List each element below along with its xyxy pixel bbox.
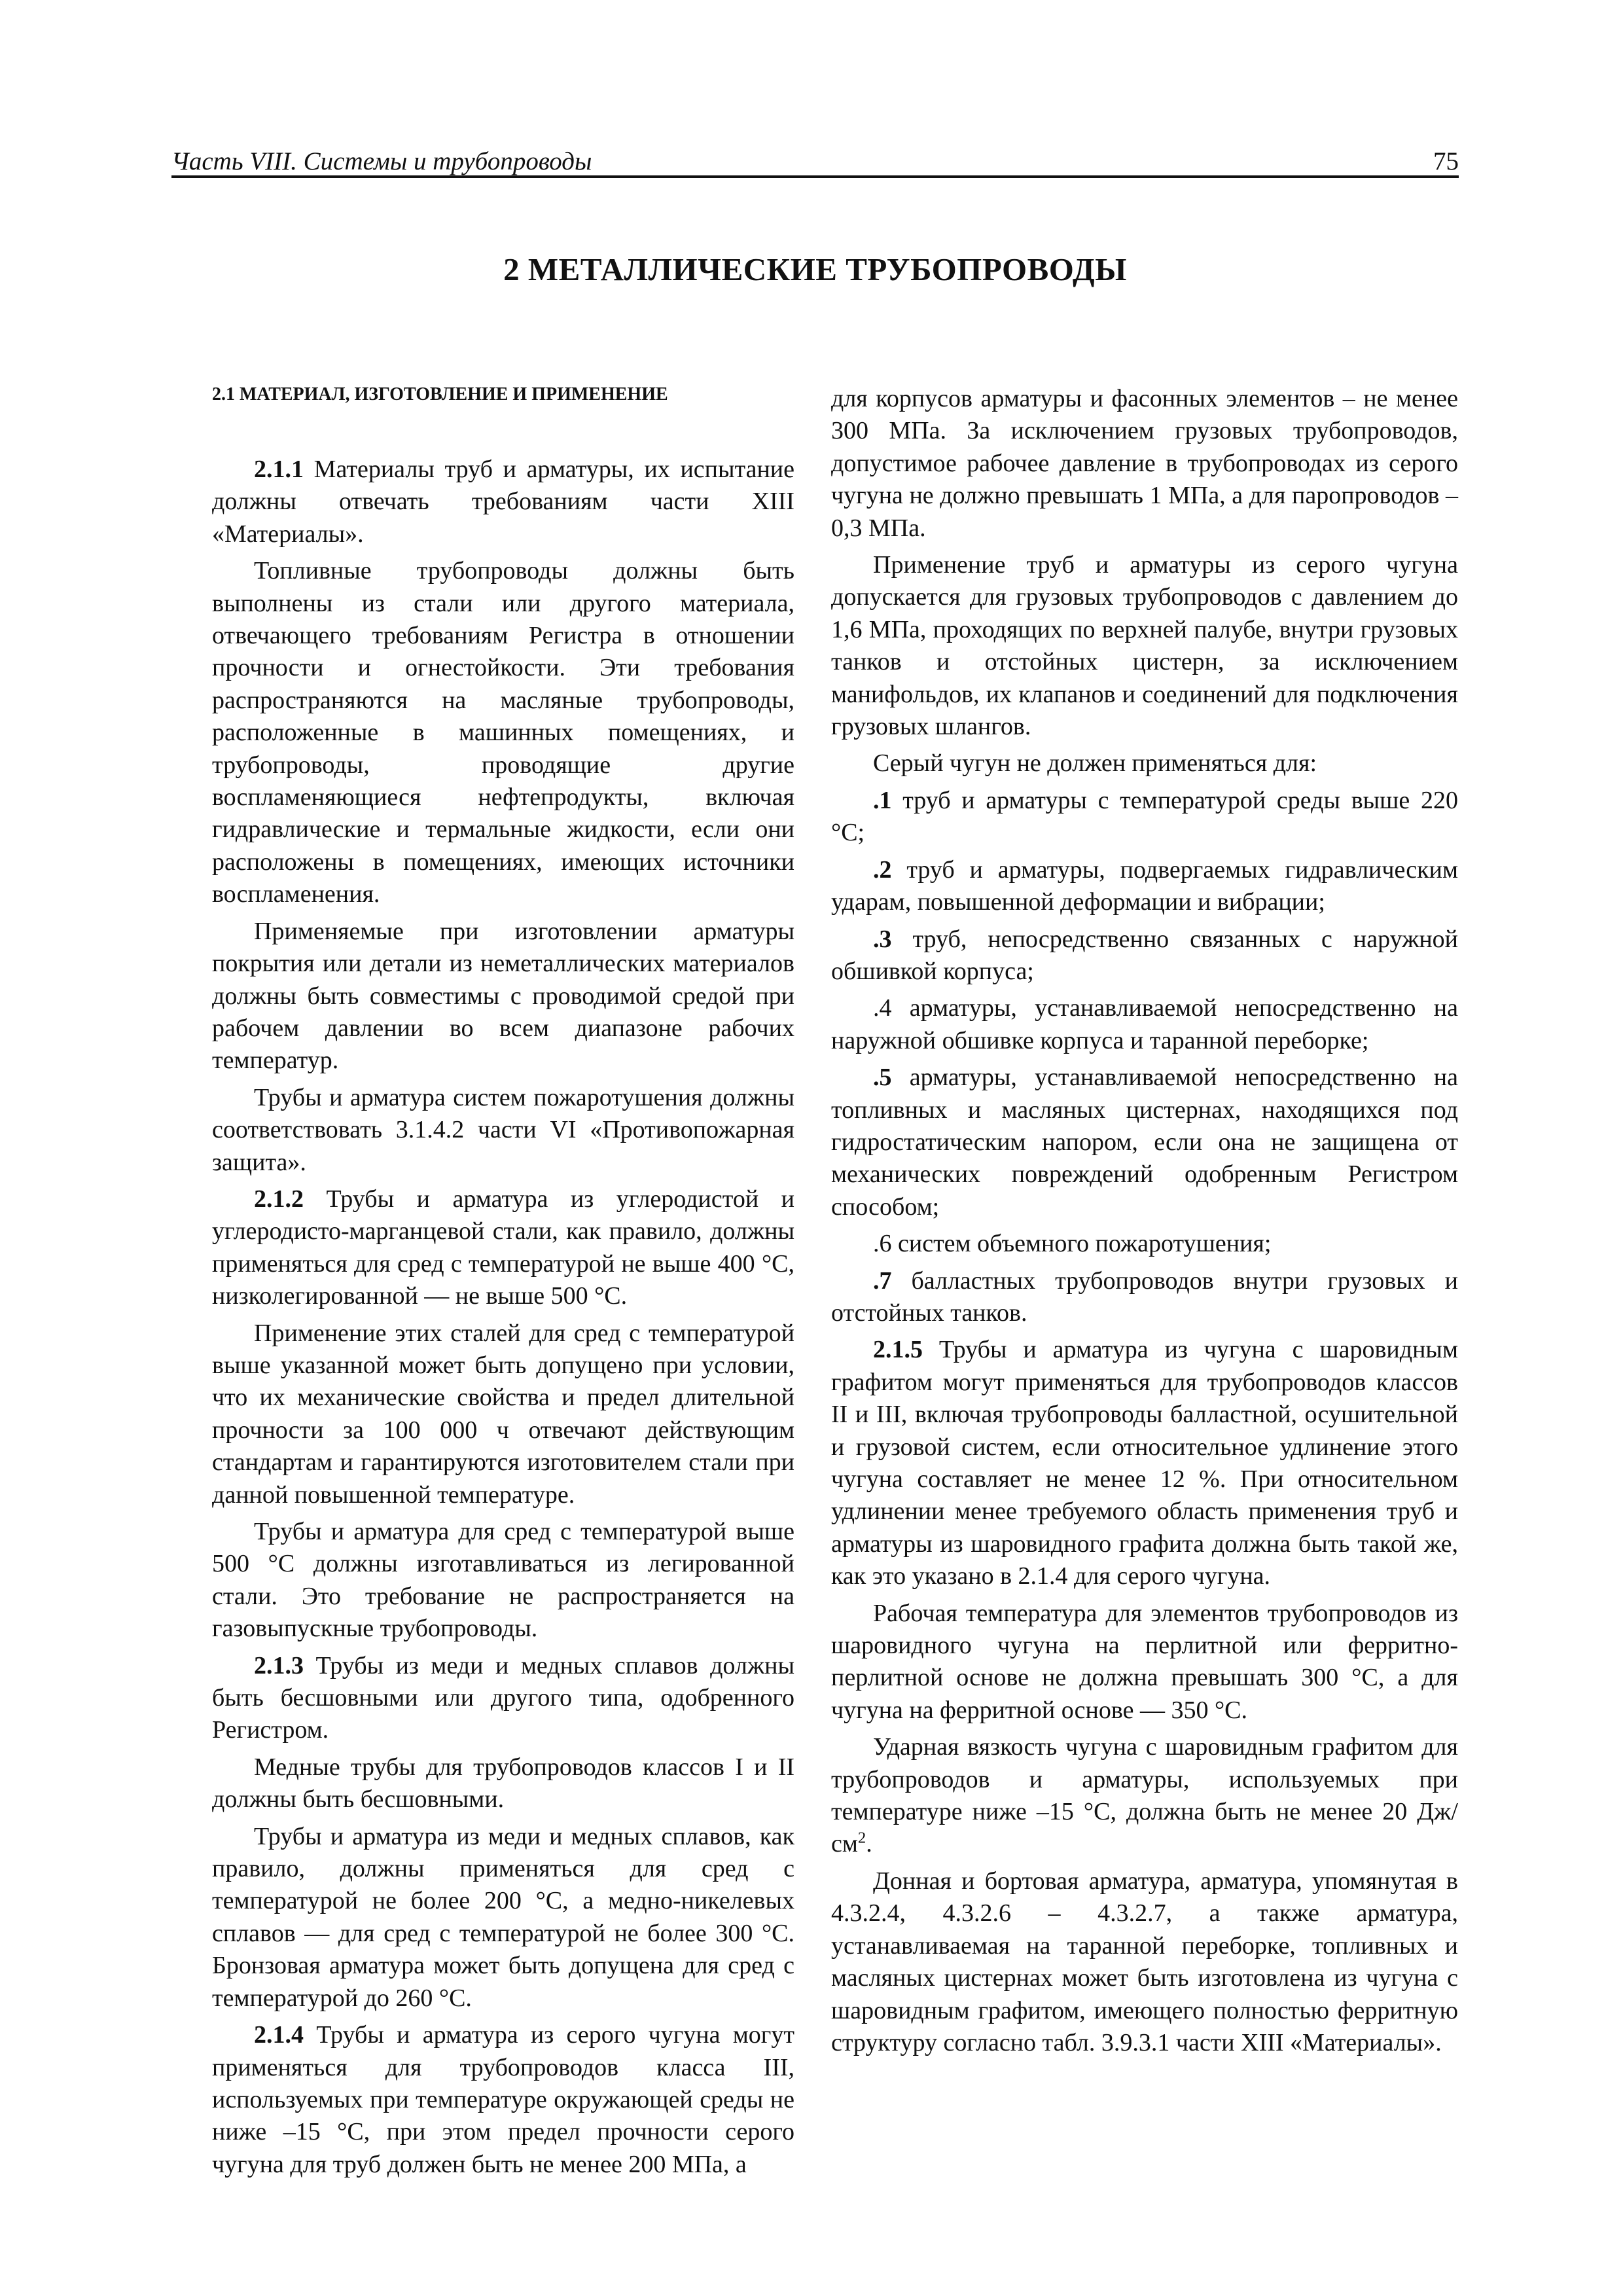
section-title: 2.1 МАТЕРИАЛ, ИЗГОТОВЛЕНИЕ И ПРИМЕНЕНИЕ bbox=[212, 384, 668, 404]
paragraph-text: Рабочая температура для элементов трубопроводов из шаровидного чугуна на перлитной или ферритно-перлитной основе не должна превышать 300 °С, а для чугуна на ферритной основе — 350 °С. bbox=[831, 1599, 1458, 1724]
paragraph bbox=[831, 747, 1458, 780]
paragraph bbox=[831, 785, 1458, 850]
paragraph bbox=[831, 1228, 1458, 1260]
paragraph-text: Ударная вязкость чугуна с шаровидным графитом для трубопроводов и арматуры, используемых при температуре ниже –15 °С, должна быть не менее 20 Дж/см bbox=[831, 1733, 1458, 1858]
paragraph bbox=[831, 549, 1458, 743]
paragraph-text: балластных трубопроводов внутри грузовых и отстойных танков. bbox=[831, 1266, 1458, 1327]
paragraph-text: Топливные трубопроводы должны быть выполнены из стали или другого материала, отвечающего требованиям Регистра в отношении прочности и огнестойкости. Эти требования распространяются на масляные трубопроводы, расположенные в машинных помещениях, и трубопроводы, проводящие другие воспламеняющиеся нефтепродукты, включая гидравлические и термальные жидкости, если они расположены в помещениях, имеющих источники воспламенения. bbox=[212, 557, 794, 908]
superscript: 2 bbox=[857, 1829, 866, 1847]
paragraph-text: Трубы и арматура из углеродистой и углеродисто-марганцевой стали, как правило, должны применяться для сред с температурой не выше 400 °С, низколегированной — не выше 500 °С. bbox=[212, 1185, 794, 1310]
clause-number: .2 bbox=[873, 855, 892, 884]
chapter-title: 2 МЕТАЛЛИЧЕСКИЕ ТРУБОПРОВОДЫ bbox=[503, 251, 1127, 287]
paragraph-text: Серый чугун не должен применяться для: bbox=[873, 749, 1317, 778]
paragraph-text: арматуры, устанавливаемой непосредственно на топливных и масляных цистернах, находящихся под гидростатическим напором, если она не защищена от механических повреждений одобренным Регистром способом; bbox=[831, 1064, 1458, 1221]
paragraph bbox=[831, 992, 1458, 1057]
clause-number: 2.1.3 bbox=[254, 1651, 304, 1679]
paragraph-text: Применение труб и арматуры из серого чугуна допускается для грузовых трубопроводов с давлением до 1,6 МПа, проходящих по верхней палубе, внутри грузовых танков и отстойных цистерн, за исключением манифольдов, их клапанов и соединений для подключения грузовых шлангов. bbox=[831, 551, 1458, 741]
header-part-title: Часть VIII. Системы и трубопроводы bbox=[171, 147, 592, 175]
paragraph-text: Материалы труб и арматуры, их испытание должны отвечать требованиям части XIII «Материалы». bbox=[212, 456, 794, 548]
paragraph bbox=[212, 1650, 794, 1747]
left-column bbox=[212, 383, 794, 2185]
paragraph-text: Трубы и арматура из меди и медных сплавов, как правило, должны применяться для сред с температурой не более 200 °С, а медно-никелевых сплавов — для сред с температурой не более 300 °С. Бронзовая арматура может быть допущена для сред с температурой до 260 °С. bbox=[212, 1822, 794, 2012]
paragraph-tail: . bbox=[866, 1830, 872, 1858]
clause-number: .1 bbox=[873, 786, 892, 814]
paragraph bbox=[212, 1821, 794, 2015]
paragraph-text: Трубы и арматура систем пожаротушения должны соответствовать 3.1.4.2 части VI «Противопожарная защита». bbox=[212, 1083, 794, 1176]
paragraph bbox=[831, 1731, 1458, 1861]
paragraph bbox=[212, 1183, 794, 1313]
paragraph-text: труб и арматуры, подвергаемых гидравлическим ударам, повышенной деформации и вибрации; bbox=[831, 855, 1458, 916]
clause-number: 2.1.1 bbox=[254, 456, 304, 483]
paragraph-text: Медные трубы для трубопроводов классов I и II должны быть бесшовными. bbox=[212, 1753, 794, 1814]
paragraph bbox=[212, 555, 794, 910]
paragraph bbox=[831, 1334, 1458, 1592]
paragraph-text: Трубы и арматура из чугуна с шаровидным графитом могут применяться для трубопроводов классов II и III, включая трубопроводы балластной, осушительной и грузовой систем, если относительное удлинение этого чугуна составляет не менее 12 %. При относительном удлинении менее требуемого область применения труб и арматуры из шаровидного графита должна быть такой же, как это указано в 2.1.4 для серого чугуна. bbox=[831, 1336, 1458, 1590]
paragraph bbox=[831, 1062, 1458, 1223]
paragraph-text: для корпусов арматуры и фасонных элементов – не менее 300 МПа. За исключением грузовых трубопроводов, допустимое рабочее давление в трубопроводах из серого чугуна не должно превышать 1 МПа, а для паропроводов – 0,3 МПа. bbox=[831, 385, 1458, 542]
paragraph bbox=[212, 1318, 794, 1511]
paragraph-text: труб и арматуры с температурой среды выше 220 °С; bbox=[831, 786, 1458, 847]
paragraph bbox=[212, 454, 794, 550]
paragraph bbox=[831, 1865, 1458, 2059]
paragraph bbox=[831, 854, 1458, 919]
paragraph-text: .4 арматуры, устанавливаемой непосредственно на наружной обшивке корпуса и таранной переборке; bbox=[831, 994, 1458, 1054]
clause-number: .7 bbox=[873, 1266, 892, 1295]
paragraph bbox=[212, 1516, 794, 1645]
clause-number: 2.1.2 bbox=[254, 1185, 304, 1213]
paragraph bbox=[212, 2019, 794, 2181]
paragraph bbox=[831, 383, 1458, 545]
paragraph-text: Трубы и арматура из серого чугуна могут применяться для трубопроводов класса III, используемых при температуре окружающей среды не ниже –15 °С, при этом предел прочности серого чугуна для труб должен быть не менее 200 МПа, а bbox=[212, 2021, 794, 2178]
paragraph-text: Донная и бортовая арматура, арматура, упомянутая в 4.3.2.4, 4.3.2.6 – 4.3.2.7, а также арматура, устанавливаемая на таранной переборке, топливных и масляных цистернах может быть изготовлена из чугуна с шаровидным графитом, имеющего полностью ферритную структуру согласно табл. 3.9.3.1 части XIII «Материалы». bbox=[831, 1867, 1458, 2056]
paragraph bbox=[831, 1265, 1458, 1330]
paragraph bbox=[212, 916, 794, 1077]
clause-number: .5 bbox=[873, 1064, 892, 1092]
clause-number: 2.1.4 bbox=[254, 2021, 304, 2049]
paragraph-text: .6 систем объемного пожаротушения; bbox=[873, 1230, 1272, 1258]
paragraph bbox=[212, 1082, 794, 1179]
paragraph-text: Применяемые при изготовлении арматуры покрытия или детали из неметаллических материалов должны быть совместимы с проводимой средой при рабочем давлении во всем диапазоне рабочих температур. bbox=[212, 917, 794, 1075]
right-column bbox=[831, 383, 1458, 2064]
paragraph-text: Применение этих сталей для сред с температурой выше указанной может быть допущено при условии, что их механические свойства и предел длительной прочности за 100 000 ч отвечают действующим стандартам и гарантируются изготовителем стали при данной повышенной температуре. bbox=[212, 1319, 794, 1509]
clause-number: 2.1.5 bbox=[873, 1336, 923, 1364]
page-number: 75 bbox=[1433, 147, 1459, 175]
running-header bbox=[171, 143, 1459, 177]
paragraph bbox=[831, 924, 1458, 988]
header-rule bbox=[171, 175, 1459, 178]
paragraph-text: Трубы из меди и медных сплавов должны быть бесшовными или другого типа, одобренного Регистром. bbox=[212, 1651, 794, 1744]
paragraph bbox=[831, 1598, 1458, 1727]
clause-number: .3 bbox=[873, 925, 892, 953]
paragraph-text: труб, непосредственно связанных с наружной обшивкой корпуса; bbox=[831, 925, 1458, 985]
paragraph bbox=[212, 1751, 794, 1816]
paragraph-text: Трубы и арматура для сред с температурой выше 500 °С должны изготавливаться из легированной стали. Это требование не распространяется на газовыпускные трубопроводы. bbox=[212, 1518, 794, 1643]
